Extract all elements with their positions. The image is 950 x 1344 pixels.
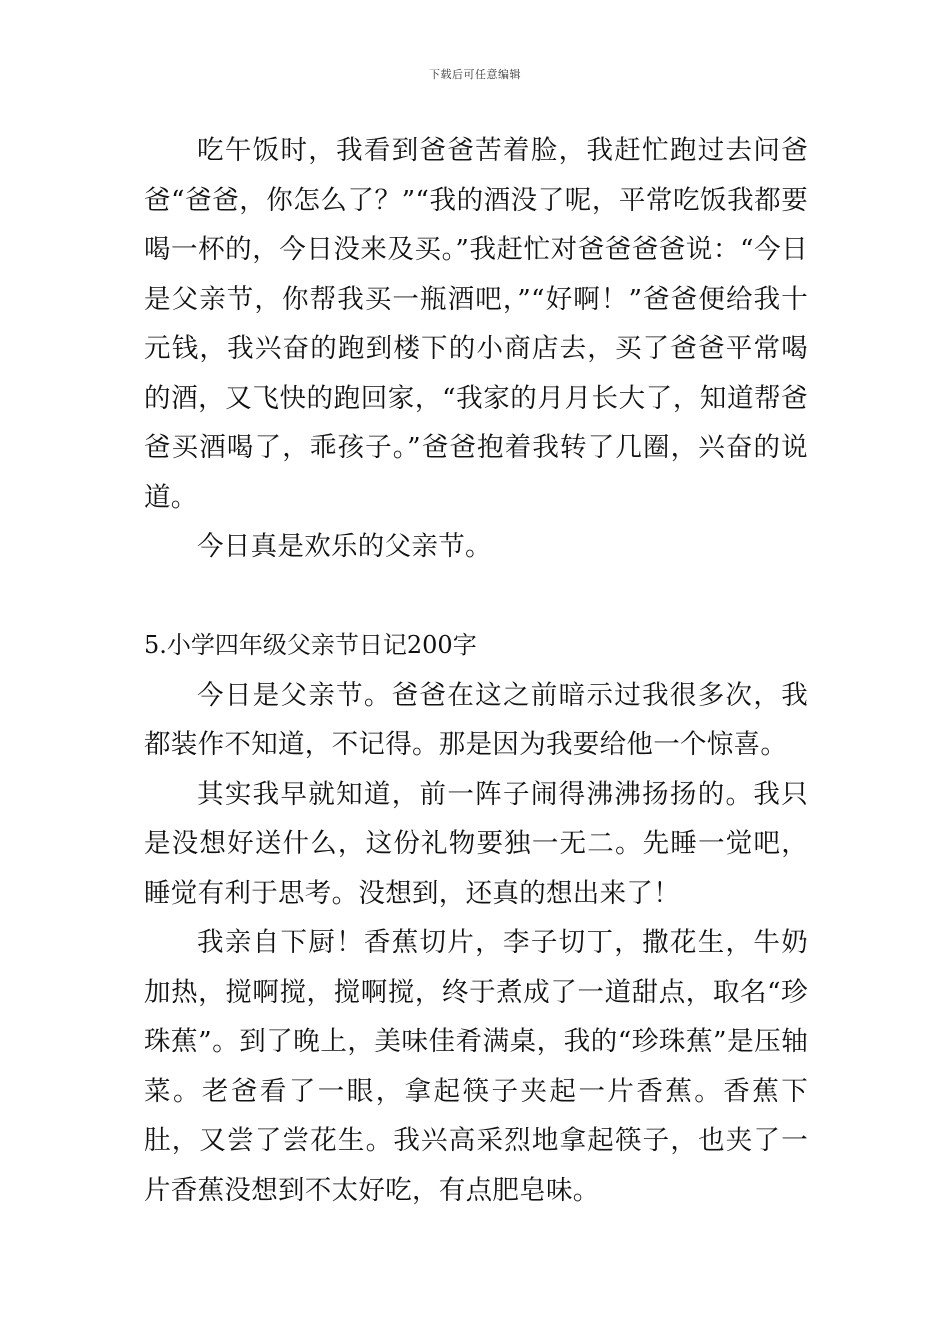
section-spacer (144, 572, 808, 622)
paragraph-surprise: 今日是父亲节。爸爸在这之前暗示过我很多次，我都装作不知道，不记得。那是因为我要给他一个惊喜。 (144, 679, 808, 760)
paragraph-gift-idea: 其实我早就知道，前一阵子闹得沸沸扬扬的。我只是没想好送什么，这份礼物要独一无二。先睡一觉吧，睡觉有利于思考。没想到，还真的想出来了！ (144, 778, 808, 909)
paragraph-happy-fathers-day: 今日真是欢乐的父亲节。 (197, 531, 492, 562)
paragraph-cooking: 我亲自下厨！香蕉切片，李子切丁，撒花生，牛奶加热，搅啊搅，搅啊搅，终于煮成了一道甜点，取名“珍珠蕉”。到了晚上，美味佳肴满桌，我的“珍珠蕉”是压轴菜。老爸看了一眼，拿起筷子夹起一片香蕉。香蕉下肚，又尝了尝花生。我兴高采烈地拿起筷子，也夹了一片香蕉没想到不太好吃，有点肥皂味。 (144, 927, 808, 1206)
document-body (144, 126, 808, 1215)
section-title: 5.小学四年级父亲节日记200字 (144, 631, 477, 659)
page-header: 下载后可任意编辑 (429, 68, 521, 81)
paragraph-lunch: 吃午饭时，我看到爸爸苦着脸，我赶忙跑过去问爸爸“爸爸，你怎么了？”“我的酒没了呢，平常吃饭我都要喝一杯的，今日没来及买。”我赶忙对爸爸爸爸说：“今日是父亲节，你帮我买一瓶酒吧，”“好啊！”爸爸便给我十元钱，我兴奋的跑到楼下的小商店去，买了爸爸平常喝的酒，又飞快的跑回家，“我家的月月长大了，知道帮爸爸买酒喝了，乖孩子。”爸爸抱着我转了几圈，兴奋的说道。 (144, 135, 808, 513)
